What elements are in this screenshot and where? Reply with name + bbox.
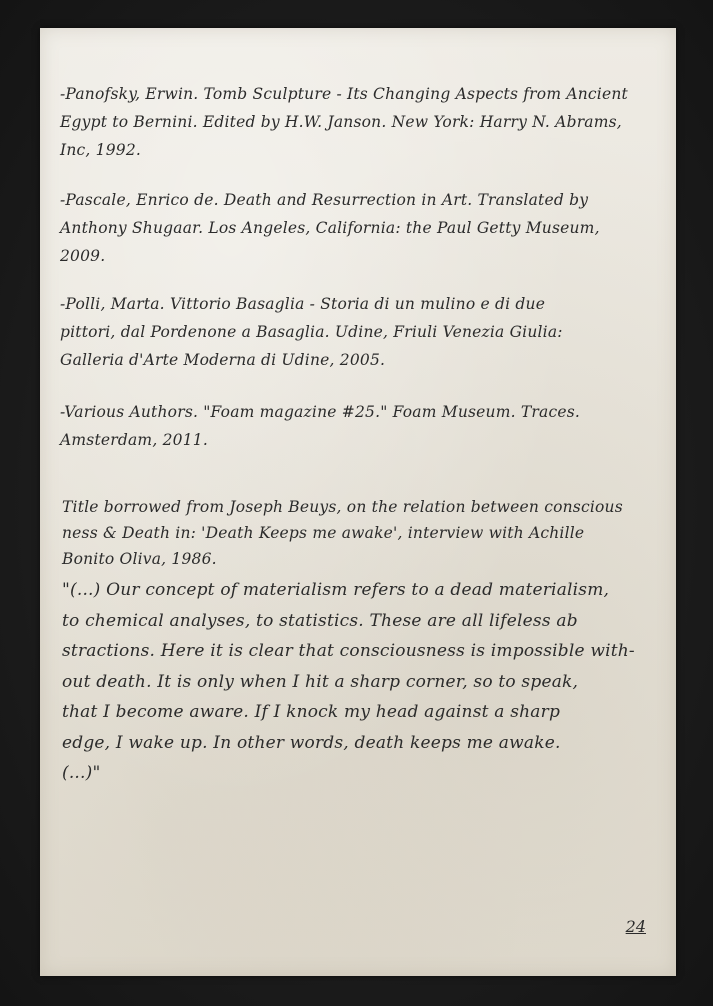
quote-line: edge, I wake up. In other words, death keeps me awake. — [62, 732, 561, 753]
entry-line: Amsterdam, 2011. — [60, 431, 208, 449]
handwritten-page — [40, 28, 676, 976]
entry-line: Anthony Shugaar. Los Angeles, California: the Paul Getty Museum, — [60, 219, 600, 237]
bibliography-entry-various-authors — [60, 398, 580, 454]
entry-line: -Pascale, Enrico de. Death and Resurrection in Art. Translated by — [60, 191, 589, 209]
page-number: 24 — [625, 917, 646, 936]
title-source-note — [62, 494, 623, 572]
entry-line: -Polli, Marta. Vittorio Basaglia - Storia di un mulino e di due — [60, 295, 546, 313]
quote-line: stractions. Here it is clear that consciousness is impossible with- — [62, 641, 635, 661]
entry-line: 2009. — [60, 247, 106, 265]
bibliography-entry-polli — [60, 290, 563, 374]
quote-line: to chemical analyses, to statistics. These are all lifeless ab — [62, 610, 578, 631]
beuys-quote — [62, 575, 635, 789]
note-line: Bonito Oliva, 1986. — [62, 550, 217, 568]
quote-line: "(...) Our concept of materialism refers to a dead materialism, — [62, 580, 610, 600]
entry-line: Galleria d'Arte Moderna di Udine, 2005. — [60, 351, 386, 369]
entry-line: -Various Authors. "Foam magazine #25." Foam Museum. Traces. — [60, 403, 580, 421]
entry-line: -Panofsky, Erwin. Tomb Sculpture - Its Changing Aspects from Ancient — [60, 85, 628, 103]
note-line: ness & Death in: 'Death Keeps me awake', interview with Achille — [62, 524, 585, 542]
entry-line: Egypt to Bernini. Edited by H.W. Janson. New York: Harry N. Abrams, — [60, 113, 622, 131]
quote-line: that I become aware. If I knock my head against a sharp — [62, 702, 561, 722]
bibliography-entry-pascale — [60, 186, 600, 270]
entry-line: Inc, 1992. — [60, 141, 142, 159]
bibliography-entry-panofsky — [60, 80, 628, 164]
note-line: Title borrowed from Joseph Beuys, on the relation between conscious — [62, 498, 623, 516]
entry-line: pittori, dal Pordenone a Basaglia. Udine, Friuli Venezia Giulia: — [60, 323, 563, 341]
quote-line: (...)" — [62, 763, 101, 783]
quote-line: out death. It is only when I hit a sharp corner, so to speak, — [62, 671, 579, 692]
